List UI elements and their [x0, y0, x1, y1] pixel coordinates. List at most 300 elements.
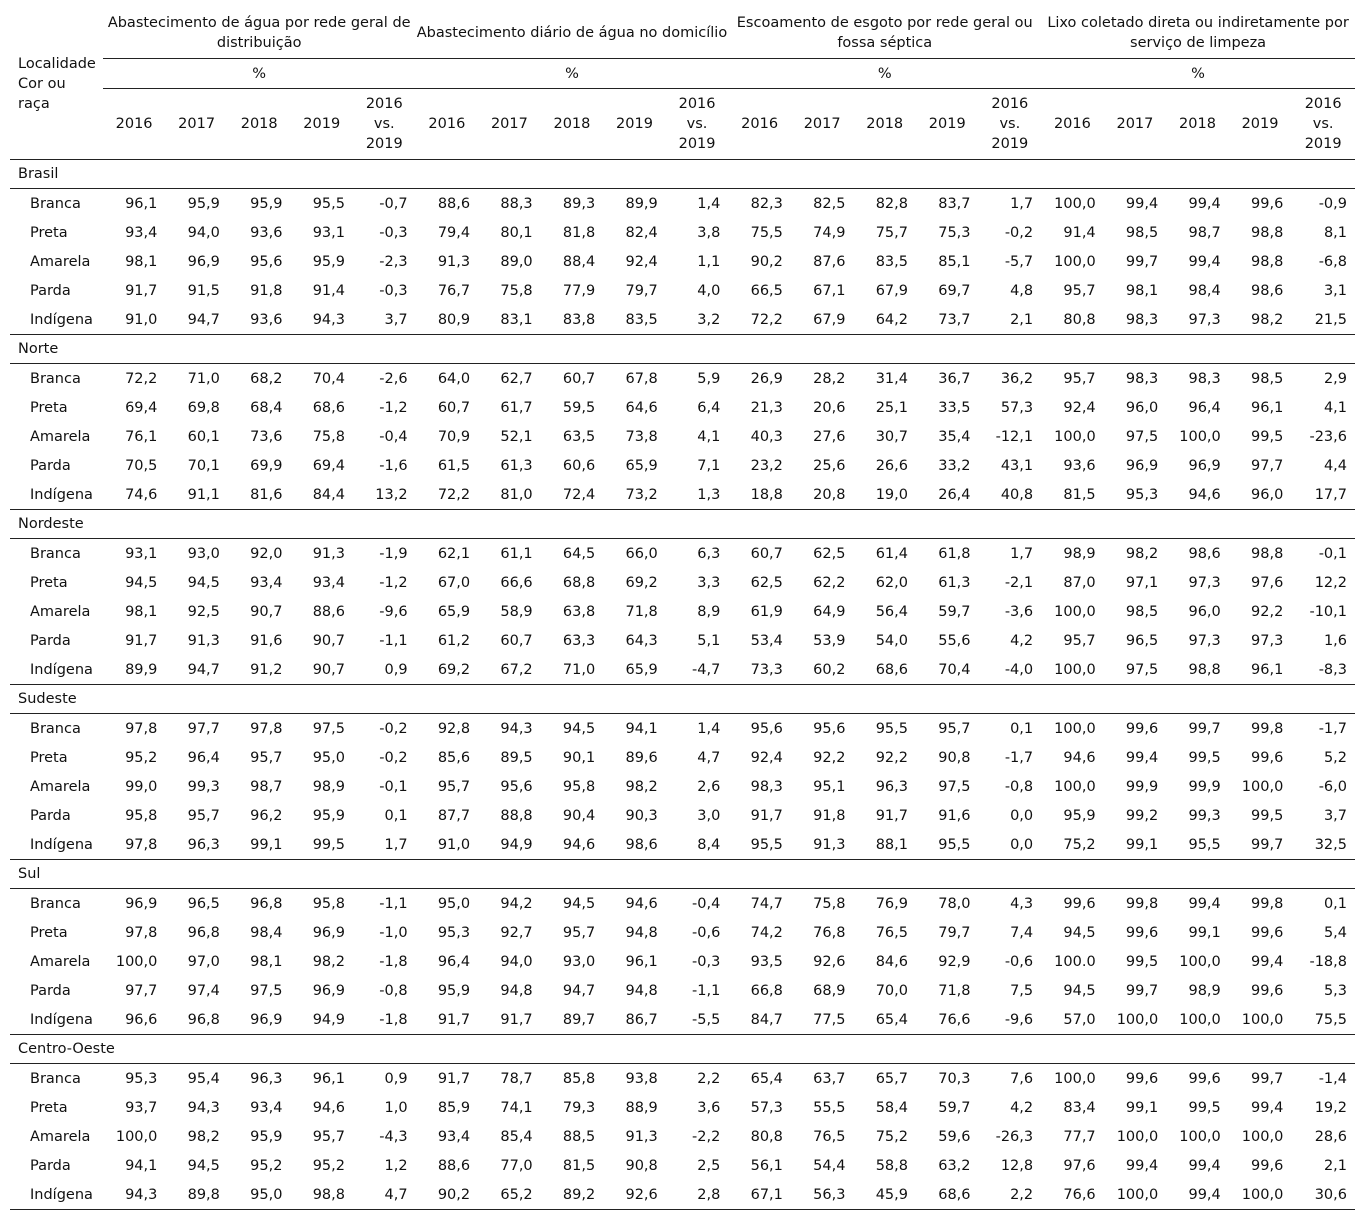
- value-cell: 71,8: [625, 603, 658, 620]
- value-cell: 67,2: [478, 655, 541, 685]
- value-cell: 94,6: [625, 895, 658, 912]
- value-cell: -2,3: [379, 253, 408, 270]
- value-cell: 95,7: [1063, 370, 1096, 387]
- value-cell: 1,3: [666, 480, 729, 510]
- race-label: Branca: [30, 545, 81, 562]
- value-cell: 95,6: [250, 253, 283, 270]
- value-cell: 75,3: [938, 224, 971, 241]
- value-cell: 71,0: [187, 370, 220, 387]
- value-cell: 89,7: [541, 1005, 604, 1035]
- value-cell: 99,8: [1125, 895, 1159, 912]
- value-cell: -23,6: [1309, 428, 1347, 445]
- value-cell: 95,7: [562, 924, 596, 941]
- value-cell: 83,7: [938, 195, 971, 212]
- value-cell: 98,8: [1251, 545, 1284, 562]
- value-cell: 77,7: [1063, 1128, 1096, 1145]
- value-cell: 69,9: [250, 457, 283, 474]
- value-cell: 83,5: [603, 305, 666, 335]
- value-cell: 100,0: [1229, 1180, 1292, 1210]
- value-cell: 95,0: [437, 895, 471, 912]
- value-cell: 91,7: [478, 1005, 541, 1035]
- value-cell: 68,4: [250, 399, 283, 416]
- year-header: 2017: [791, 89, 854, 160]
- value-cell: 81,0: [478, 480, 541, 510]
- value-cell: 52,1: [500, 428, 533, 445]
- table-row: [10, 743, 1355, 772]
- value-cell: 65,4: [853, 1005, 916, 1035]
- value-cell: 97,5: [312, 720, 345, 737]
- table-row: [10, 451, 1355, 480]
- value-cell: 35,4: [938, 428, 971, 445]
- value-cell: 61,8: [938, 545, 971, 562]
- value-cell: 5,1: [697, 632, 721, 649]
- value-cell: 99,9: [1188, 778, 1221, 795]
- value-cell: 2,2: [979, 1180, 1042, 1210]
- value-cell: 95,8: [312, 895, 345, 912]
- value-cell: 8,4: [666, 830, 729, 860]
- value-cell: 65,2: [478, 1180, 541, 1210]
- value-cell: 95,7: [312, 1128, 345, 1145]
- value-cell: 98,8: [1251, 224, 1284, 241]
- value-cell: 96,8: [165, 1005, 228, 1035]
- value-cell: 72,2: [125, 370, 158, 387]
- value-cell: 94,7: [562, 982, 596, 999]
- value-cell: -1,2: [379, 399, 408, 416]
- value-cell: 99,6: [1251, 924, 1284, 941]
- value-cell: 4,1: [1323, 399, 1347, 416]
- value-cell: 70,1: [187, 457, 220, 474]
- value-cell: -3,6: [1004, 603, 1034, 620]
- table-row: [10, 947, 1355, 976]
- value-cell: 100,0: [1116, 1128, 1159, 1145]
- value-cell: 92,0: [250, 545, 283, 562]
- region-label: Brasil: [10, 160, 1355, 189]
- value-cell: 3,7: [1323, 807, 1347, 824]
- value-cell: 93,6: [1063, 457, 1096, 474]
- value-cell: 96,1: [312, 1070, 345, 1087]
- value-cell: 91,0: [416, 830, 479, 860]
- race-label: Indígena: [10, 655, 103, 685]
- value-cell: 100,0: [1241, 778, 1284, 795]
- value-cell: 75,2: [875, 1128, 908, 1145]
- table-row: [10, 568, 1355, 597]
- value-cell: 98,7: [1188, 224, 1221, 241]
- value-cell: 99,4: [1188, 895, 1221, 912]
- year-header: 2017: [165, 89, 228, 160]
- value-cell: 97,5: [1125, 428, 1159, 445]
- year-header: 2019: [290, 89, 353, 160]
- value-cell: 100,0: [1054, 1070, 1096, 1087]
- value-cell: 3,0: [697, 807, 721, 824]
- value-cell: 100,0: [1041, 655, 1104, 685]
- value-cell: 96,2: [250, 807, 283, 824]
- value-cell: 96,9: [312, 924, 345, 941]
- table-row: [10, 422, 1355, 451]
- value-cell: 4,1: [697, 428, 721, 445]
- diff-header-line: 2019: [678, 136, 716, 152]
- race-label: Indígena: [10, 1005, 103, 1035]
- table-container: [10, 8, 1355, 1210]
- value-cell: 12,2: [1314, 574, 1347, 591]
- value-cell: 7,4: [1010, 924, 1034, 941]
- value-cell: 67,1: [728, 1180, 791, 1210]
- value-cell: 55,5: [813, 1099, 846, 1116]
- value-cell: 68,6: [916, 1180, 979, 1210]
- value-cell: 99,6: [1125, 1070, 1159, 1087]
- value-cell: 57,3: [750, 1099, 783, 1116]
- value-cell: 98,1: [1125, 282, 1159, 299]
- table-row: [10, 801, 1355, 830]
- value-cell: 79,7: [625, 282, 658, 299]
- value-cell: 1,4: [697, 720, 721, 737]
- value-cell: 88,8: [500, 807, 533, 824]
- value-cell: -1,1: [379, 895, 408, 912]
- value-cell: -0,3: [692, 953, 721, 970]
- value-cell: 75,8: [500, 282, 533, 299]
- value-cell: 94,3: [187, 1099, 220, 1116]
- value-cell: 32,5: [1291, 830, 1355, 860]
- value-cell: 98,6: [1188, 545, 1221, 562]
- value-cell: 91,7: [125, 282, 158, 299]
- value-cell: 92,8: [437, 720, 471, 737]
- value-cell: 77,9: [562, 282, 596, 299]
- value-cell: 1,2: [384, 1157, 408, 1174]
- value-cell: 33,2: [938, 457, 971, 474]
- unit-header: %: [103, 59, 416, 89]
- value-cell: 95,5: [875, 720, 908, 737]
- value-cell: 69,2: [625, 574, 658, 591]
- value-cell: 82,3: [750, 195, 783, 212]
- value-cell: 91,3: [437, 253, 471, 270]
- value-cell: 64,3: [625, 632, 658, 649]
- value-cell: 100,0: [115, 953, 158, 970]
- race-label: Parda: [30, 807, 71, 824]
- race-label: Preta: [30, 749, 68, 766]
- value-cell: 97,1: [1125, 574, 1159, 591]
- value-cell: 98,4: [1188, 282, 1221, 299]
- value-cell: 60,6: [562, 457, 596, 474]
- value-cell: 96,5: [187, 895, 220, 912]
- race-label: Branca: [30, 895, 81, 912]
- value-cell: 0,0: [1010, 807, 1034, 824]
- value-cell: 78,7: [500, 1070, 533, 1087]
- value-cell: 89,9: [103, 655, 166, 685]
- value-cell: 100,0: [1054, 778, 1096, 795]
- value-cell: 8,9: [697, 603, 721, 620]
- table-body: [10, 160, 1355, 1210]
- value-cell: 90,3: [625, 807, 658, 824]
- value-cell: 99,6: [1125, 924, 1159, 941]
- value-cell: 96,3: [250, 1070, 283, 1087]
- value-cell: 56,1: [750, 1157, 783, 1174]
- value-cell: 0,1: [1010, 720, 1034, 737]
- value-cell: 4,7: [697, 749, 721, 766]
- value-cell: 0,0: [979, 830, 1042, 860]
- value-cell: 95,5: [728, 830, 791, 860]
- unit-header: %: [728, 59, 1041, 89]
- value-cell: 61,2: [437, 632, 471, 649]
- value-cell: 98,4: [250, 924, 283, 941]
- value-cell: 40,3: [750, 428, 783, 445]
- table-row: [10, 539, 1355, 569]
- value-cell: 74,7: [750, 895, 783, 912]
- table-row: [10, 655, 1355, 685]
- value-cell: 99,1: [1188, 924, 1221, 941]
- value-cell: 60,2: [791, 655, 854, 685]
- value-cell: 94,9: [290, 1005, 353, 1035]
- value-cell: 60,7: [750, 545, 783, 562]
- value-cell: 81,5: [562, 1157, 596, 1174]
- value-cell: 73,6: [250, 428, 283, 445]
- value-cell: 12,8: [1000, 1157, 1034, 1174]
- race-label: Amarela: [30, 778, 91, 795]
- race-label: Branca: [30, 370, 81, 387]
- table-row: [10, 247, 1355, 276]
- value-cell: 2,1: [1323, 1157, 1347, 1174]
- value-cell: 61,3: [938, 574, 971, 591]
- value-cell: 82,4: [625, 224, 658, 241]
- table-row: [10, 626, 1355, 655]
- year-header: 2016: [103, 89, 166, 160]
- value-cell: 0,9: [384, 1070, 408, 1087]
- value-cell: -2,2: [692, 1128, 721, 1145]
- value-cell: 30,7: [875, 428, 908, 445]
- value-cell: 85,8: [562, 1070, 596, 1087]
- value-cell: 58,9: [500, 603, 533, 620]
- value-cell: 88,6: [312, 603, 345, 620]
- value-cell: 78,0: [938, 895, 971, 912]
- value-cell: 93,4: [250, 574, 283, 591]
- value-cell: 99,7: [1251, 1070, 1284, 1087]
- value-cell: 97,5: [938, 778, 971, 795]
- value-cell: -1,2: [379, 574, 408, 591]
- value-cell: 95,8: [125, 807, 158, 824]
- value-cell: 99,4: [1166, 1180, 1229, 1210]
- region-row: [10, 685, 1355, 714]
- value-cell: 91,7: [875, 807, 908, 824]
- race-label: Preta: [30, 224, 68, 241]
- value-cell: 2,5: [697, 1157, 721, 1174]
- value-cell: 95,2: [125, 749, 158, 766]
- diff-header-line: 2019: [365, 136, 403, 152]
- value-cell: 99,6: [1251, 749, 1284, 766]
- value-cell: 94,0: [187, 224, 220, 241]
- value-cell: 95,9: [312, 253, 345, 270]
- localidade-label: Localidade: [18, 55, 96, 72]
- value-cell: 97,8: [125, 924, 158, 941]
- race-label: Indígena: [10, 305, 103, 335]
- value-cell: 4,8: [1010, 282, 1034, 299]
- value-cell: 67,9: [875, 282, 908, 299]
- value-cell: 99,8: [1251, 895, 1284, 912]
- value-cell: 65,4: [750, 1070, 783, 1087]
- value-cell: 5,2: [1323, 749, 1347, 766]
- value-cell: 100,0: [1054, 428, 1096, 445]
- value-cell: 94,5: [187, 574, 220, 591]
- table-row: [10, 305, 1355, 335]
- value-cell: -8,3: [1291, 655, 1355, 685]
- value-cell: 97,4: [187, 982, 220, 999]
- race-label: Branca: [30, 720, 81, 737]
- race-label: Parda: [30, 632, 71, 649]
- value-cell: 93,4: [250, 1099, 283, 1116]
- diff-header-line: 2016: [678, 96, 716, 112]
- value-cell: 5,9: [697, 370, 721, 387]
- value-cell: 83,5: [875, 253, 908, 270]
- value-cell: 1,6: [1323, 632, 1347, 649]
- value-cell: -0,3: [379, 224, 408, 241]
- value-cell: 56,3: [791, 1180, 854, 1210]
- year-header: 2016: [728, 89, 791, 160]
- table-row: [10, 772, 1355, 801]
- value-cell: 88,6: [437, 1157, 471, 1174]
- value-cell: 97,0: [187, 953, 220, 970]
- value-cell: 83,1: [478, 305, 541, 335]
- value-cell: 99,5: [1251, 807, 1284, 824]
- value-cell: 1,0: [384, 1099, 408, 1116]
- value-cell: 69,4: [312, 457, 345, 474]
- diff-header: [979, 89, 1042, 160]
- value-cell: -0,9: [1318, 195, 1347, 212]
- value-cell: -6,8: [1318, 253, 1347, 270]
- value-cell: 68,8: [562, 574, 596, 591]
- value-cell: 100,0: [1054, 253, 1096, 270]
- value-cell: 85,6: [437, 749, 471, 766]
- value-cell: 79,7: [938, 924, 971, 941]
- value-cell: 74,1: [500, 1099, 533, 1116]
- value-cell: 45,9: [853, 1180, 916, 1210]
- value-cell: 100.0: [1054, 953, 1096, 970]
- value-cell: 99,3: [187, 778, 220, 795]
- value-cell: 88,4: [562, 253, 596, 270]
- value-cell: 94,8: [500, 982, 533, 999]
- diff-header-line: 2019: [991, 136, 1029, 152]
- value-cell: 95,7: [1063, 282, 1096, 299]
- value-cell: 91,4: [1063, 224, 1096, 241]
- value-cell: 69,2: [416, 655, 479, 685]
- value-cell: 61,3: [500, 457, 533, 474]
- value-cell: 7,5: [1010, 982, 1034, 999]
- value-cell: 96,4: [1188, 399, 1221, 416]
- value-cell: 95,2: [312, 1157, 345, 1174]
- value-cell: 3,2: [666, 305, 729, 335]
- value-cell: 94,5: [562, 720, 596, 737]
- value-cell: 1,7: [1010, 195, 1034, 212]
- value-cell: 0,9: [353, 655, 416, 685]
- value-cell: 74,9: [813, 224, 846, 241]
- value-cell: 59,7: [938, 603, 971, 620]
- value-cell: -26,3: [995, 1128, 1034, 1145]
- value-cell: 100,0: [1241, 1128, 1284, 1145]
- value-cell: 92,4: [625, 253, 658, 270]
- value-cell: 94,5: [1063, 982, 1096, 999]
- value-cell: 2,6: [697, 778, 721, 795]
- value-cell: 93,4: [437, 1128, 471, 1145]
- value-cell: 1,7: [353, 830, 416, 860]
- value-cell: -1,7: [1004, 749, 1034, 766]
- value-cell: 99,5: [1251, 428, 1284, 445]
- value-cell: 63,3: [562, 632, 596, 649]
- value-cell: -0,6: [1004, 953, 1034, 970]
- value-cell: 96,9: [1125, 457, 1159, 474]
- value-cell: 93,0: [187, 545, 220, 562]
- value-cell: 0,1: [1323, 895, 1347, 912]
- value-cell: 64,2: [853, 305, 916, 335]
- value-cell: 100,0: [1054, 720, 1096, 737]
- value-cell: 20,6: [813, 399, 846, 416]
- value-cell: 100,0: [1229, 1005, 1292, 1035]
- value-cell: 94,6: [1063, 749, 1096, 766]
- value-cell: 72,2: [416, 480, 479, 510]
- value-cell: -5,5: [666, 1005, 729, 1035]
- value-cell: 98,2: [1125, 545, 1159, 562]
- value-cell: 83,8: [541, 305, 604, 335]
- year-header: 2016: [416, 89, 479, 160]
- value-cell: 95,3: [1104, 480, 1167, 510]
- value-cell: 100,0: [1054, 195, 1096, 212]
- value-cell: 99,6: [1188, 1070, 1221, 1087]
- race-label: Indígena: [10, 830, 103, 860]
- value-cell: -1,8: [379, 953, 408, 970]
- value-cell: 93,5: [750, 953, 783, 970]
- value-cell: -0,2: [379, 720, 408, 737]
- value-cell: 63,7: [813, 1070, 846, 1087]
- value-cell: 96,1: [1229, 655, 1292, 685]
- diff-header-line: vs.: [999, 116, 1021, 132]
- value-cell: 26,6: [875, 457, 908, 474]
- value-cell: 91,8: [250, 282, 283, 299]
- value-cell: 93,6: [228, 305, 291, 335]
- diff-header-line: 2016: [991, 96, 1029, 112]
- value-cell: 98,8: [1251, 253, 1284, 270]
- value-cell: 68,6: [853, 655, 916, 685]
- value-cell: 97,3: [1188, 574, 1221, 591]
- value-cell: 98,2: [625, 778, 658, 795]
- value-cell: 72,2: [728, 305, 791, 335]
- value-cell: 92,2: [813, 749, 846, 766]
- value-cell: 1,7: [1010, 545, 1034, 562]
- race-label: Branca: [30, 1070, 81, 1087]
- value-cell: 3,1: [1323, 282, 1347, 299]
- value-cell: 99,4: [1251, 953, 1284, 970]
- value-cell: 65,9: [603, 655, 666, 685]
- value-cell: 98,2: [187, 1128, 220, 1145]
- cor-label: Cor ou: [18, 75, 66, 92]
- value-cell: 70,5: [125, 457, 158, 474]
- value-cell: -0,2: [1004, 224, 1034, 241]
- value-cell: 91,2: [228, 655, 291, 685]
- value-cell: 95,4: [187, 1070, 220, 1087]
- region-row: [10, 335, 1355, 364]
- value-cell: 92,5: [187, 603, 220, 620]
- year-header: 2018: [853, 89, 916, 160]
- value-cell: 2,2: [697, 1070, 721, 1087]
- value-cell: 96,3: [165, 830, 228, 860]
- value-cell: 96,4: [437, 953, 471, 970]
- value-cell: 93,1: [125, 545, 158, 562]
- value-cell: 91,3: [312, 545, 345, 562]
- race-label: Preta: [30, 924, 68, 941]
- value-cell: 91,7: [125, 632, 158, 649]
- value-cell: -10,1: [1309, 603, 1347, 620]
- table-row: [10, 1180, 1355, 1210]
- value-cell: 75,2: [1041, 830, 1104, 860]
- value-cell: 88,9: [625, 1099, 658, 1116]
- group-header-garbage: Lixo coletado direta ou indiretamente por serviço de limpeza: [1047, 15, 1349, 51]
- value-cell: 95,2: [250, 1157, 283, 1174]
- value-cell: 95,6: [813, 720, 846, 737]
- value-cell: 89,3: [562, 195, 596, 212]
